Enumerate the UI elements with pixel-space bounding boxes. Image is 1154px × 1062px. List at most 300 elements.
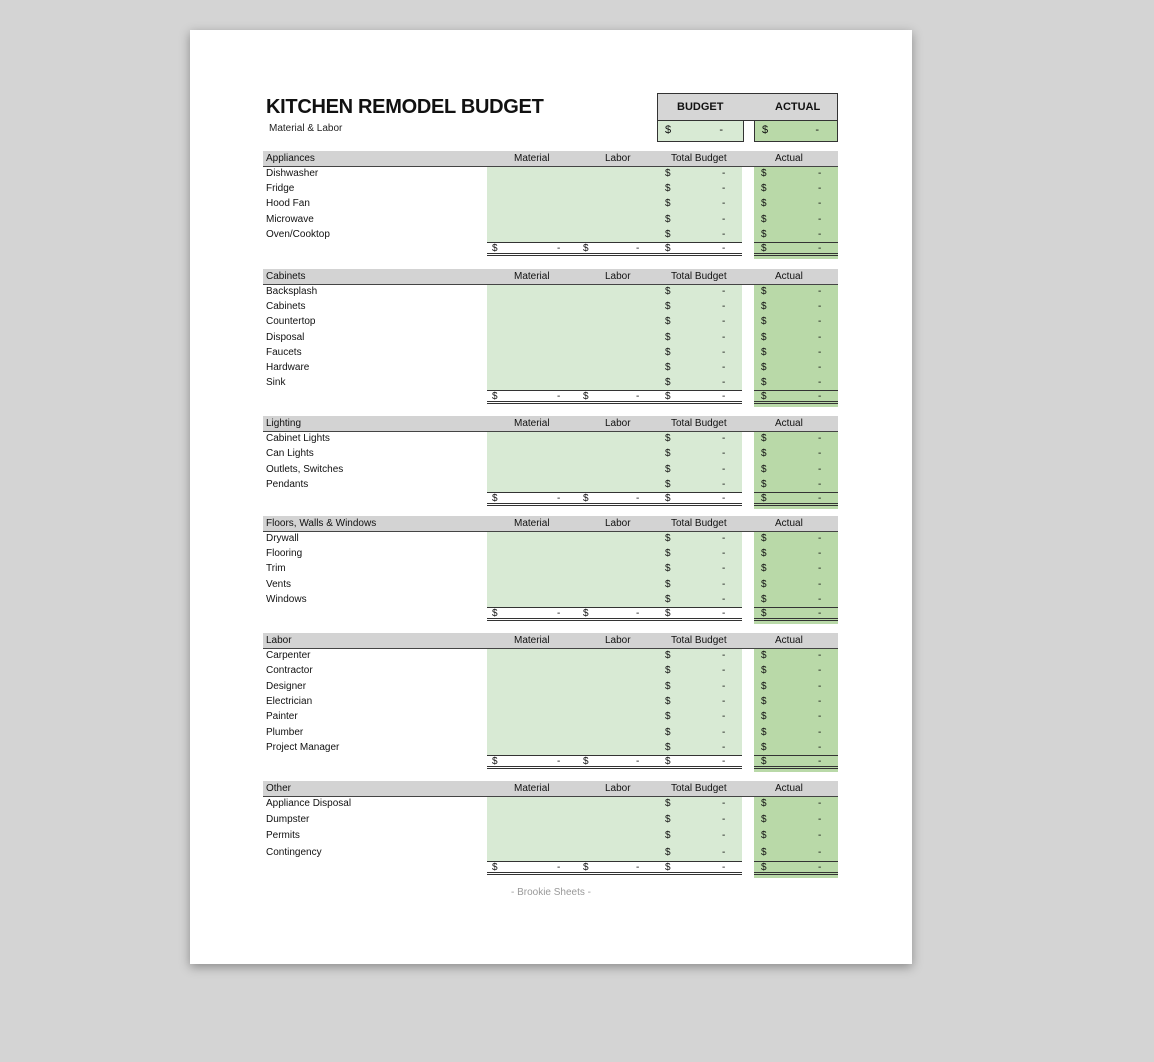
labor-total-value: - [636,391,640,402]
section-header [263,781,838,797]
summary-budget-currency: $ [665,124,672,136]
total-budget-currency: $ [665,301,671,313]
actual-value: - [818,463,822,475]
total-budget-currency: $ [665,213,671,225]
row-label: Drywall [266,533,299,544]
budget-row[interactable] [263,197,838,212]
column-actual: Actual [775,153,803,164]
budget-row[interactable] [263,182,838,197]
material-total-currency: $ [492,756,498,767]
labor-total-currency: $ [583,391,589,402]
actual-currency: $ [761,448,767,460]
total-budget-currency: $ [665,548,671,560]
actual-currency: $ [761,798,767,809]
row-label: Sink [266,377,286,389]
row-label: Project Manager [266,741,340,753]
total-budget-value: - [722,798,726,809]
budget-row[interactable] [263,547,838,562]
budget-row[interactable] [263,463,838,478]
labor-total-currency: $ [583,243,589,254]
section-total-row [263,242,838,256]
budget-row[interactable] [263,346,838,361]
budget-total-value: - [722,243,726,254]
section-title: Cabinets [266,271,306,282]
actual-value: - [818,316,822,328]
total-budget-currency: $ [665,316,671,328]
section-header [263,416,838,432]
actual-value: - [818,228,822,240]
total-budget-currency: $ [665,726,671,738]
section-title: Appliances [266,153,315,164]
actual-value: - [818,377,822,389]
column-material: Material [514,153,550,164]
total-budget-currency: $ [665,362,671,373]
section-header [263,633,838,649]
summary-actual-value: - [815,124,819,136]
budget-total-value: - [722,391,726,402]
material-total-value: - [557,243,561,254]
total-budget-currency: $ [665,346,671,358]
budget-row[interactable] [263,447,838,462]
labor-total-currency: $ [583,493,589,504]
row-label: Countertop [266,316,316,328]
row-label: Contingency [266,846,322,858]
total-budget-value: - [722,695,726,707]
actual-value: - [818,578,822,590]
total-budget-currency: $ [665,331,671,343]
actual-total-value: - [818,493,822,504]
actual-value: - [818,346,822,358]
budget-total-currency: $ [665,493,671,504]
budget-row[interactable] [263,710,838,725]
summary-budget-cell[interactable] [657,121,744,142]
total-budget-currency: $ [665,741,671,753]
actual-total-value: - [818,243,822,254]
actual-value: - [818,183,822,195]
section-title: Other [266,783,292,794]
actual-currency: $ [761,814,767,826]
total-budget-value: - [722,346,726,358]
material-total-value: - [557,756,561,767]
total-budget-value: - [722,548,726,560]
actual-currency: $ [761,183,767,195]
summary-budget-label: BUDGET [677,101,724,113]
summary-actual-label: ACTUAL [775,101,821,113]
actual-currency: $ [761,362,767,373]
total-budget-currency: $ [665,433,671,444]
budget-total-value: - [722,493,726,504]
actual-value: - [818,726,822,738]
row-label: Pendants [266,478,309,490]
total-budget-value: - [722,650,726,661]
row-label: Dishwasher [266,168,319,179]
actual-value: - [818,331,822,343]
total-budget-currency: $ [665,478,671,490]
row-label: Cabinet Lights [266,433,330,444]
total-budget-value: - [722,362,726,373]
budget-row[interactable] [263,741,838,756]
budget-page [190,30,912,964]
total-budget-value: - [722,433,726,444]
actual-total-currency: $ [761,756,767,767]
section-title: Floors, Walls & Windows [266,518,377,529]
budget-row[interactable] [263,649,838,664]
total-budget-currency: $ [665,448,671,460]
row-label: Vents [266,578,292,590]
column-labor: Labor [605,783,631,794]
total-budget-currency: $ [665,593,671,605]
section-title: Lighting [266,418,302,429]
labor-total-currency: $ [583,608,589,619]
total-budget-value: - [722,726,726,738]
total-budget-value: - [722,183,726,195]
actual-currency: $ [761,548,767,560]
summary-budget-value: - [719,124,723,136]
column-actual: Actual [775,518,803,529]
total-budget-value: - [722,741,726,753]
budget-total-currency: $ [665,243,671,254]
budget-row[interactable] [263,680,838,695]
actual-currency: $ [761,331,767,343]
actual-currency: $ [761,578,767,590]
budget-total-currency: $ [665,862,671,873]
actual-currency: $ [761,665,767,677]
labor-total-value: - [636,243,640,254]
labor-total-currency: $ [583,756,589,767]
actual-value: - [818,213,822,225]
actual-currency: $ [761,463,767,475]
column-material: Material [514,518,550,529]
actual-currency: $ [761,695,767,707]
column-labor: Labor [605,418,631,429]
column-labor: Labor [605,635,631,646]
section-total-row [263,607,838,621]
actual-value: - [818,301,822,313]
total-budget-currency: $ [665,183,671,195]
actual-currency: $ [761,846,767,858]
actual-value: - [818,814,822,826]
total-budget-currency: $ [665,228,671,240]
total-budget-value: - [722,286,726,297]
actual-value: - [818,533,822,544]
summary-box [657,93,838,142]
material-total-value: - [557,608,561,619]
actual-currency: $ [761,711,767,723]
budget-row[interactable] [263,532,838,547]
total-budget-value: - [722,463,726,475]
actual-value: - [818,798,822,809]
column-total-budget: Total Budget [671,635,727,646]
total-budget-currency: $ [665,846,671,858]
budget-row[interactable] [263,361,838,376]
column-actual: Actual [775,635,803,646]
actual-value: - [818,362,822,373]
row-label: Hood Fan [266,198,310,210]
section-total-row [263,390,838,404]
budget-row[interactable] [263,300,838,315]
actual-currency: $ [761,346,767,358]
labor-total-value: - [636,608,640,619]
row-label: Carpenter [266,650,311,661]
budget-row[interactable] [263,285,838,300]
total-rule [487,755,742,756]
total-rule [487,390,742,391]
section-total-row [263,492,838,506]
total-budget-value: - [722,316,726,328]
total-rule [487,618,742,621]
budget-row[interactable] [263,797,838,812]
budget-row[interactable] [263,213,838,228]
total-budget-value: - [722,478,726,490]
actual-currency: $ [761,478,767,490]
budget-row[interactable] [263,664,838,679]
row-label: Trim [266,563,286,575]
total-budget-value: - [722,593,726,605]
total-budget-currency: $ [665,563,671,575]
page-title: KITCHEN REMODEL BUDGET [266,96,544,118]
actual-value: - [818,433,822,444]
total-budget-value: - [722,578,726,590]
budget-row[interactable] [263,315,838,330]
total-budget-currency: $ [665,711,671,723]
section-total-row [263,861,838,875]
material-total-currency: $ [492,243,498,254]
total-budget-currency: $ [665,578,671,590]
total-budget-value: - [722,711,726,723]
budget-total-currency: $ [665,391,671,402]
total-budget-value: - [722,331,726,343]
actual-total-value: - [818,608,822,619]
total-budget-value: - [722,846,726,858]
row-label: Permits [266,830,300,842]
actual-total-value: - [818,862,822,873]
total-budget-currency: $ [665,680,671,692]
summary-actual-cell[interactable] [754,121,838,142]
actual-value: - [818,563,822,575]
total-budget-value: - [722,680,726,692]
column-material: Material [514,783,550,794]
actual-currency: $ [761,377,767,389]
total-budget-currency: $ [665,377,671,389]
actual-value: - [818,695,822,707]
total-budget-value: - [722,830,726,842]
total-budget-value: - [722,213,726,225]
budget-row[interactable] [263,695,838,710]
actual-value: - [818,448,822,460]
row-label: Fridge [266,183,295,195]
budget-total-value: - [722,862,726,873]
summary-actual-currency: $ [762,124,769,136]
section-header [263,516,838,532]
actual-value: - [818,548,822,560]
row-label: Oven/Cooktop [266,228,330,240]
total-rule [487,242,742,243]
budget-row[interactable] [263,478,838,493]
summary-header [657,93,838,121]
labor-total-value: - [636,862,640,873]
total-budget-value: - [722,533,726,544]
column-total-budget: Total Budget [671,418,727,429]
total-budget-currency: $ [665,168,671,179]
actual-currency: $ [761,228,767,240]
row-label: Designer [266,680,307,692]
total-budget-value: - [722,377,726,389]
row-label: Appliance Disposal [266,798,352,809]
actual-currency: $ [761,198,767,210]
total-rule [487,253,742,256]
actual-currency: $ [761,741,767,753]
actual-total-currency: $ [761,493,767,504]
actual-currency: $ [761,168,767,179]
material-total-currency: $ [492,391,498,402]
row-label: Can Lights [266,448,314,460]
total-rule [487,492,742,493]
actual-value: - [818,680,822,692]
row-label: Faucets [266,346,302,358]
actual-value: - [818,846,822,858]
column-material: Material [514,418,550,429]
column-actual: Actual [775,418,803,429]
column-total-budget: Total Budget [671,783,727,794]
actual-value: - [818,593,822,605]
row-label: Electrician [266,695,313,707]
actual-currency: $ [761,433,767,444]
actual-currency: $ [761,830,767,842]
total-budget-value: - [722,228,726,240]
budget-total-currency: $ [665,608,671,619]
row-label: Hardware [266,362,310,373]
material-total-value: - [557,862,561,873]
row-label: Backsplash [266,286,318,297]
total-budget-value: - [722,563,726,575]
total-budget-value: - [722,665,726,677]
material-total-currency: $ [492,608,498,619]
actual-total-value: - [818,391,822,402]
footer-credit: - Brookie Sheets - [510,887,592,898]
total-budget-currency: $ [665,798,671,809]
budget-row[interactable] [263,813,838,828]
row-label: Contractor [266,665,313,677]
budget-row[interactable] [263,846,838,861]
section-header [263,269,838,285]
total-budget-currency: $ [665,665,671,677]
row-label: Microwave [266,213,314,225]
material-total-currency: $ [492,862,498,873]
actual-currency: $ [761,563,767,575]
total-rule [487,872,742,875]
actual-value: - [818,711,822,723]
actual-currency: $ [761,533,767,544]
budget-row[interactable] [263,432,838,447]
actual-value: - [818,286,822,297]
actual-value: - [818,741,822,753]
total-budget-value: - [722,814,726,826]
budget-total-value: - [722,756,726,767]
budget-row[interactable] [263,829,838,844]
labor-total-value: - [636,756,640,767]
column-material: Material [514,271,550,282]
row-label: Windows [266,593,307,605]
total-budget-value: - [722,301,726,313]
actual-currency: $ [761,213,767,225]
total-rule [487,766,742,769]
page-subtitle: Material & Labor [269,123,343,134]
budget-row[interactable] [263,376,838,391]
row-label: Painter [266,711,298,723]
row-label: Cabinets [266,301,306,313]
column-total-budget: Total Budget [671,153,727,164]
column-actual: Actual [775,783,803,794]
labor-total-value: - [636,493,640,504]
budget-row[interactable] [263,726,838,741]
total-budget-value: - [722,198,726,210]
total-budget-currency: $ [665,533,671,544]
row-label: Disposal [266,331,305,343]
budget-row[interactable] [263,228,838,243]
budget-row[interactable] [263,593,838,608]
actual-total-currency: $ [761,862,767,873]
column-actual: Actual [775,271,803,282]
actual-currency: $ [761,286,767,297]
labor-total-currency: $ [583,862,589,873]
total-budget-currency: $ [665,695,671,707]
total-rule [487,503,742,506]
material-total-value: - [557,391,561,402]
actual-total-currency: $ [761,243,767,254]
actual-value: - [818,168,822,179]
actual-total-currency: $ [761,391,767,402]
total-budget-currency: $ [665,650,671,661]
total-budget-currency: $ [665,198,671,210]
total-budget-value: - [722,168,726,179]
actual-total-value: - [818,756,822,767]
total-budget-value: - [722,448,726,460]
column-material: Material [514,635,550,646]
actual-total-currency: $ [761,608,767,619]
column-total-budget: Total Budget [671,518,727,529]
actual-value: - [818,830,822,842]
material-total-currency: $ [492,493,498,504]
row-label: Dumpster [266,814,310,826]
material-total-value: - [557,493,561,504]
total-rule [487,861,742,862]
budget-row[interactable] [263,331,838,346]
column-labor: Labor [605,518,631,529]
column-total-budget: Total Budget [671,271,727,282]
total-budget-currency: $ [665,830,671,842]
total-rule [487,401,742,404]
row-label: Outlets, Switches [266,463,344,475]
budget-total-currency: $ [665,756,671,767]
actual-currency: $ [761,316,767,328]
actual-currency: $ [761,301,767,313]
row-label: Plumber [266,726,304,738]
section-header [263,151,838,167]
actual-currency: $ [761,650,767,661]
actual-value: - [818,478,822,490]
actual-currency: $ [761,593,767,605]
total-budget-currency: $ [665,463,671,475]
actual-currency: $ [761,680,767,692]
actual-value: - [818,665,822,677]
total-budget-currency: $ [665,814,671,826]
budget-row[interactable] [263,578,838,593]
actual-value: - [818,198,822,210]
row-label: Flooring [266,548,303,560]
section-total-row [263,755,838,769]
budget-row[interactable] [263,167,838,182]
budget-row[interactable] [263,562,838,577]
